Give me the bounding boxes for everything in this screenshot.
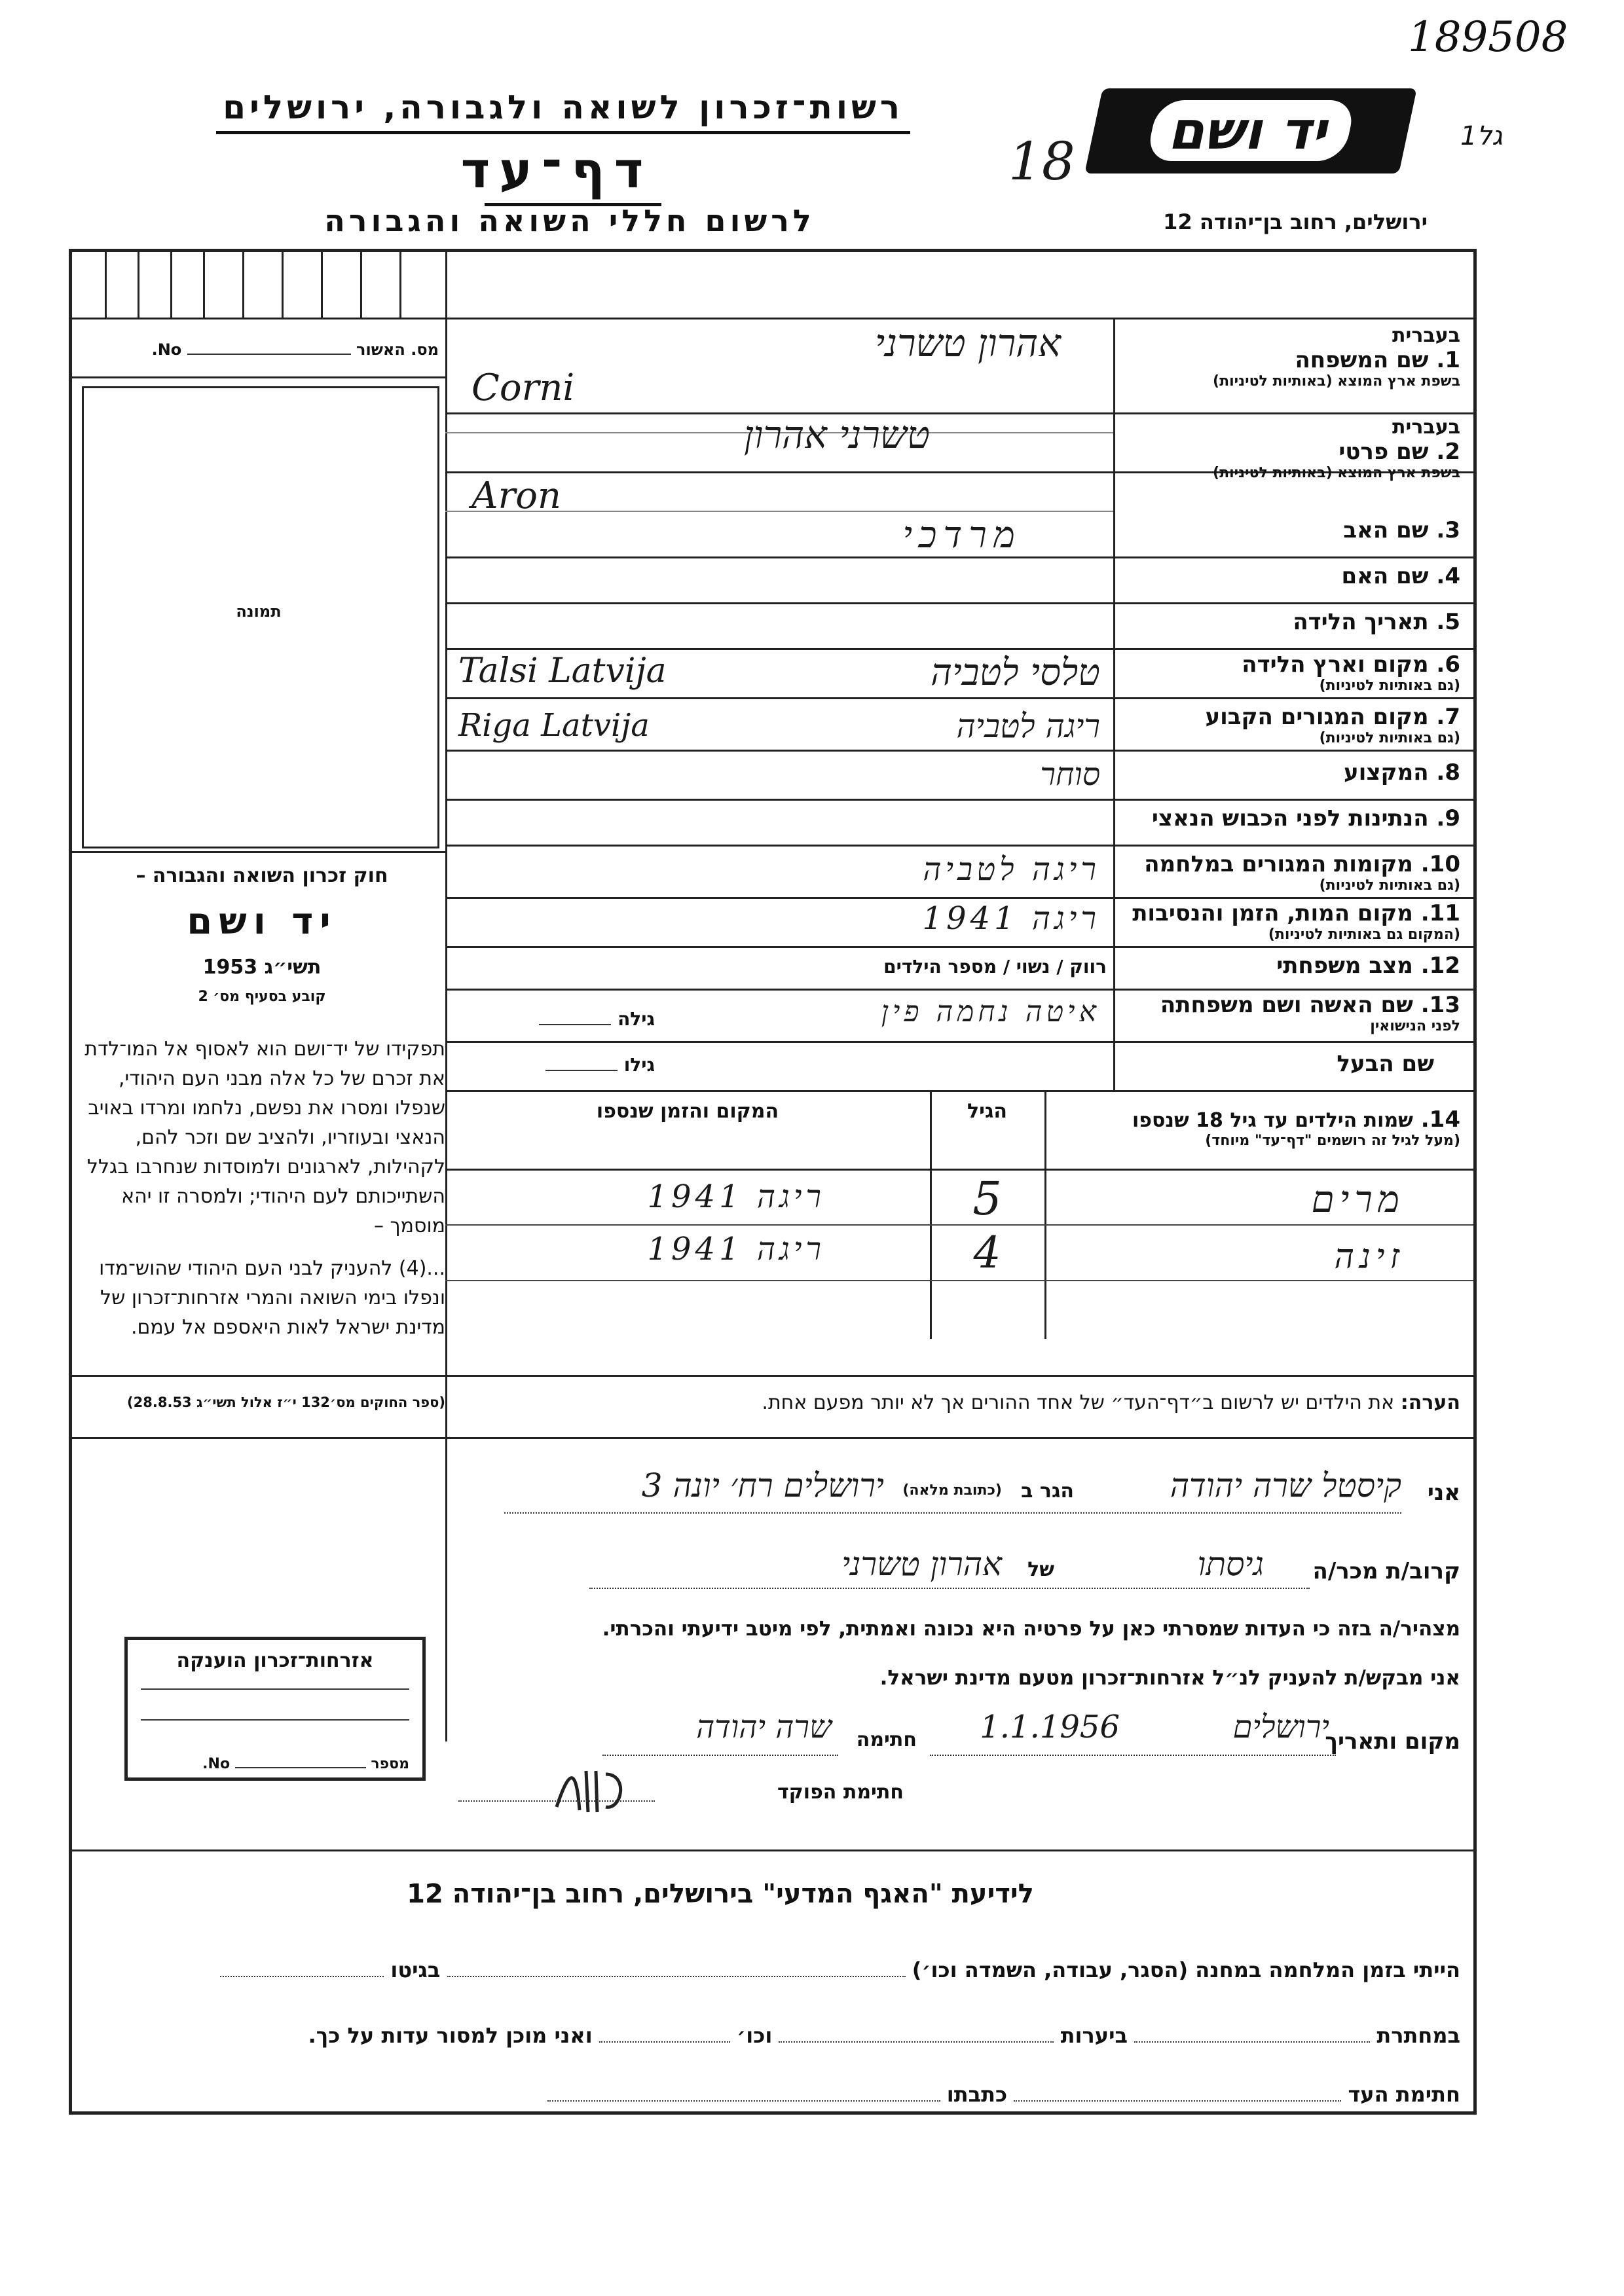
field-12-name: מצב משפחתי xyxy=(1276,953,1413,979)
field-13-sub: לפני הנישואין xyxy=(1370,1018,1460,1034)
archive-number: 189508 xyxy=(1408,13,1568,62)
field-7-value-latin[interactable]: Riga Latvija xyxy=(458,707,650,744)
field-8-value[interactable]: סוחר xyxy=(1040,756,1100,793)
field-13-age[interactable] xyxy=(458,1008,655,1030)
field-5-label xyxy=(1120,609,1460,635)
field-1-num: 1. xyxy=(1436,347,1460,373)
child-1-age[interactable]: 5 xyxy=(972,1172,1002,1226)
field-12-label xyxy=(1120,953,1460,979)
field-7-label xyxy=(1120,704,1460,746)
camp-text: הייתי בזמן המלחמה במחנה (הסגר, עבודה, השמדה וכו׳) xyxy=(912,1958,1460,1982)
field-1-value-latin[interactable]: Corni xyxy=(471,367,575,409)
grid-line xyxy=(69,318,1473,319)
field-10-num: 10. xyxy=(1420,851,1460,877)
authority-underline xyxy=(216,131,910,134)
date-value[interactable]: 1.1.1956 xyxy=(980,1709,1120,1745)
resides-label: הגר ב xyxy=(1021,1480,1074,1503)
law-source: (ספר החוקים מס׳132 י״ז אלול תשי״ג 28.8.53) xyxy=(127,1394,445,1410)
footer-line-2 xyxy=(85,2023,1460,2048)
field-1-label xyxy=(1120,324,1460,390)
field-11-label xyxy=(1120,900,1460,943)
law-title: חוק זכרון השואה והגבורה – xyxy=(136,864,388,887)
field-6-value-he[interactable]: טלסי לטביה xyxy=(931,651,1100,694)
field-8-name: המקצוע xyxy=(1344,759,1429,786)
field-12-options[interactable]: רווק / נשוי / מספר הילדים xyxy=(883,956,1107,977)
field-13-num: 13. xyxy=(1420,992,1460,1018)
law-year: תשי״ג 1953 xyxy=(202,956,322,979)
field-2-value-latin[interactable]: Aron xyxy=(471,475,561,517)
note xyxy=(458,1391,1460,1414)
children-num: 14. xyxy=(1420,1106,1460,1133)
field-1-sub: בשפת ארץ המוצא (באותיות לטיניות) xyxy=(1213,373,1460,390)
child-2-age[interactable]: 4 xyxy=(973,1228,1001,1278)
field-7-name: מקום המגורים הקבוע xyxy=(1205,704,1429,730)
child-2-name[interactable]: זינה xyxy=(1334,1237,1405,1277)
field-8-label xyxy=(1120,759,1460,786)
request-text: אני מבקש/ת להעניק לנ״ל אזרחות־זכרון מטעם מדינת ישראל. xyxy=(879,1666,1460,1690)
grid-line xyxy=(445,946,1473,948)
field-6-name: מקום וארץ הלידה xyxy=(1242,651,1429,678)
grid-line xyxy=(445,1090,1473,1092)
field-11-name: מקום המות, הזמן והנסיבות xyxy=(1132,900,1413,926)
approval-suffix: No. xyxy=(151,340,182,359)
small-mark: גל1 xyxy=(1460,121,1503,151)
field-13-value[interactable]: איטה נחמה פין xyxy=(881,995,1100,1029)
field-2-label xyxy=(1120,416,1460,481)
field-12-num: 12. xyxy=(1420,953,1460,979)
place-value[interactable]: ירושלים xyxy=(1232,1709,1329,1745)
approval-number xyxy=(79,340,439,359)
declarant-name[interactable]: קיסטל שרה יהודה xyxy=(1170,1467,1401,1504)
field-6-num: 6. xyxy=(1436,651,1460,678)
of-label: של xyxy=(1027,1558,1054,1581)
field-6-value-latin[interactable]: Talsi Latvija xyxy=(458,651,667,691)
underground-label: במחתרת xyxy=(1376,2023,1460,2048)
witness-signature-label: חתימת העד xyxy=(1348,2082,1460,2107)
grid-line xyxy=(445,799,1473,801)
citizenship-number-suffix: No. xyxy=(202,1756,231,1772)
yad-vashem-logo xyxy=(1084,88,1417,173)
wife-age-label: גילה xyxy=(618,1008,655,1030)
field-10-label xyxy=(1120,851,1460,894)
field-1-value-he[interactable]: אהרון טשרני xyxy=(875,321,1061,365)
grid-line xyxy=(69,1375,1473,1377)
grid-line xyxy=(69,851,447,853)
field-10-sub: (גם באותיות לטיניות) xyxy=(1319,877,1460,894)
citizenship-number-label: מספר xyxy=(371,1756,409,1772)
field-7-num: 7. xyxy=(1436,704,1460,730)
grid-line xyxy=(445,1280,1473,1281)
declarant-line-1 xyxy=(458,1467,1460,1519)
husband-age[interactable] xyxy=(458,1054,655,1076)
field-2-value-he[interactable]: טשרני אהרון xyxy=(744,412,930,457)
field-2-name: שם פרטי xyxy=(1338,439,1429,465)
field-7-value-he[interactable]: ריגה לטביה xyxy=(956,707,1100,745)
address-line: ירושלים, רחוב בן־יהודה 12 xyxy=(1163,210,1428,234)
witness-address-label: כתבתו xyxy=(946,2082,1008,2107)
field-8-num: 8. xyxy=(1436,759,1460,786)
form-subtitle: לרשום חללי השואה והגבורה xyxy=(324,203,815,238)
declarant-line-3 xyxy=(458,1702,1460,1761)
husband-label: שם הבעל xyxy=(1337,1051,1434,1077)
field-11-sub: (המקום גם באותיות לטיניות) xyxy=(1268,926,1460,943)
field-10-name: מקומות המגורים במלחמה xyxy=(1144,851,1413,877)
grid-line xyxy=(930,1090,932,1339)
relative-label: קרוב/ת מכר/ה xyxy=(1312,1558,1460,1584)
note-text: את הילדים יש לרשום ב״דף־העד״ של אחד ההורים אך לא יותר מפעם אחת. xyxy=(762,1391,1395,1414)
grid-line xyxy=(445,845,1473,847)
signature-scribble xyxy=(550,1761,642,1820)
field-6-sub: (גם באותיות לטיניות) xyxy=(1319,678,1460,694)
willing-text: ואני מוכן למסור עדות על כך. xyxy=(308,2023,593,2048)
authority-line: רשות־זכרון לשואה ולגבורה, ירושלים xyxy=(223,88,904,126)
child-1-place[interactable]: ריגה 1941 xyxy=(647,1178,825,1215)
field-4-name: שם האם xyxy=(1341,563,1429,589)
citizenship-title: אזרחות־זכרון הוענקה xyxy=(176,1649,374,1672)
children-sub: (מעל לגיל זה רושמים "דף־עד" מיוחד) xyxy=(1205,1133,1460,1149)
declarant-address[interactable]: ירושלים רח׳ יונה 3 xyxy=(641,1467,884,1504)
grid-line xyxy=(445,697,1473,699)
address-label: (כתובת מלאה) xyxy=(902,1482,1002,1499)
children-col-age: הגיל xyxy=(967,1100,1007,1123)
children-header xyxy=(1051,1106,1460,1149)
field-2-num: 2. xyxy=(1436,439,1460,465)
children-col-place: המקום והזמן שנספו xyxy=(596,1100,779,1123)
field-3-name: שם האב xyxy=(1343,517,1429,543)
grid-line xyxy=(1044,1090,1046,1339)
law-clause: קובע בסעיף מס׳ 2 xyxy=(198,989,326,1005)
grid-line xyxy=(445,1041,1473,1043)
grid-line xyxy=(445,750,1473,752)
grid-line xyxy=(445,602,1473,604)
grid-line xyxy=(69,1850,1473,1851)
grid-line xyxy=(445,648,1473,650)
relation-value[interactable]: גיסתו xyxy=(1197,1545,1264,1583)
field-1-name: שם המשפחה xyxy=(1295,347,1429,373)
signature-value[interactable]: שרה יהודה xyxy=(696,1709,832,1745)
declarant-line-2 xyxy=(458,1545,1460,1591)
place-date-label: מקום ותאריך xyxy=(1325,1728,1460,1755)
field-2-sub: בשפת ארץ המוצא (באותיות לטיניות) xyxy=(1213,465,1460,481)
field-5-num: 5. xyxy=(1436,609,1460,635)
field-11-num: 11. xyxy=(1420,900,1460,926)
declaration-text: מצהיר/ה בזה כי העדות שמסרתי כאן על פרטיה היא נכונה ואמתית, לפי מיטב ידיעתי והכרתי. xyxy=(602,1617,1460,1641)
i-label: אני xyxy=(1427,1480,1460,1506)
grid-line xyxy=(445,897,1473,899)
grid-line xyxy=(69,376,447,378)
footer-line-3 xyxy=(85,2082,1460,2107)
field-3-label xyxy=(1120,517,1460,543)
field-13-label xyxy=(1120,992,1460,1034)
children-title: שמות הילדים עד גיל 18 שנספו xyxy=(1132,1109,1413,1132)
tick-boxes xyxy=(72,252,445,318)
grid-line xyxy=(1113,318,1115,1090)
field-1-tag: בעברית xyxy=(1392,324,1460,347)
official-sig-label: חתימת הפוקד xyxy=(777,1781,904,1804)
field-5-name: תאריך הלידה xyxy=(1293,609,1429,635)
note-label: הערה: xyxy=(1400,1391,1460,1414)
footer-line-1 xyxy=(85,1958,1460,1982)
law-text-2: ...(4) להעניק לבני העם היהודי שהוש־מדו ונפלו בימי השואה והמרי אזרחות־זכרון של מדינת ישראל לאות היאספם אל עמם. xyxy=(99,1257,445,1339)
etc-label: וכו׳ xyxy=(737,2023,773,2048)
field-6-label xyxy=(1120,651,1460,694)
law-name: יד ושם xyxy=(187,900,337,943)
grid-line xyxy=(445,1169,1473,1171)
child-2-place[interactable]: ריגה 1941 xyxy=(647,1231,825,1267)
field-13-name: שם האשה ושם משפחתה xyxy=(1160,992,1413,1018)
page-mark: 18 xyxy=(1008,131,1075,192)
field-9-label xyxy=(1120,805,1460,831)
forests-label: ביערות xyxy=(1060,2023,1128,2048)
logo-text: יד ושם xyxy=(1145,100,1356,161)
form-title: דף־עד xyxy=(460,141,653,199)
grid-line xyxy=(445,556,1473,558)
signature-label: חתימה xyxy=(856,1728,917,1751)
child-1-name[interactable]: מרים xyxy=(1311,1178,1405,1221)
field-7-sub: (גם באותיות לטיניות) xyxy=(1319,730,1460,746)
field-11-value[interactable]: ריגה 1941 xyxy=(922,900,1100,937)
of-name[interactable]: אהרון טשרני xyxy=(841,1545,1002,1583)
field-4-num: 4. xyxy=(1436,563,1460,589)
field-9-name: הנתינות לפני הכבוש הנאצי xyxy=(1151,805,1429,831)
grid-line xyxy=(445,989,1473,991)
approval-label: מס. האשור xyxy=(356,340,439,359)
grid-line xyxy=(69,1437,1473,1439)
ghetto-label: בגיטו xyxy=(390,1958,441,1982)
photo-label: תמונה xyxy=(236,602,282,621)
field-9-num: 9. xyxy=(1436,805,1460,831)
field-3-num: 3. xyxy=(1436,517,1460,543)
field-4-label xyxy=(1120,563,1460,589)
husband-age-label: גילו xyxy=(623,1054,655,1076)
official-signature-mark xyxy=(550,1761,642,1820)
footer-title: לידיעת "האגף המדעי" בירושלים, רחוב בן־יהודה 12 xyxy=(407,1879,1034,1909)
law-text: תפקידו של יד־ושם הוא לאסוף אל המו־לדת את זכרם של כל אלה מבני העם היהודי, שנפלו ומסרו את נפשם, נלחמו ומרדו באויב הנאצי ובעוזריו, ולהציב שם וזכר להם, לקהילות, לארגונים ולמוסדות שנחרבו בגלל השתייכותם לעם היהודי; ולמסרה זו יהא מוסמך – xyxy=(84,1038,445,1237)
field-2-tag: בעברית xyxy=(1392,416,1460,439)
field-10-value[interactable]: ריגה לטביה xyxy=(923,851,1100,888)
field-3-value[interactable]: מרדכי xyxy=(902,514,1022,556)
citizenship-box xyxy=(124,1637,426,1781)
